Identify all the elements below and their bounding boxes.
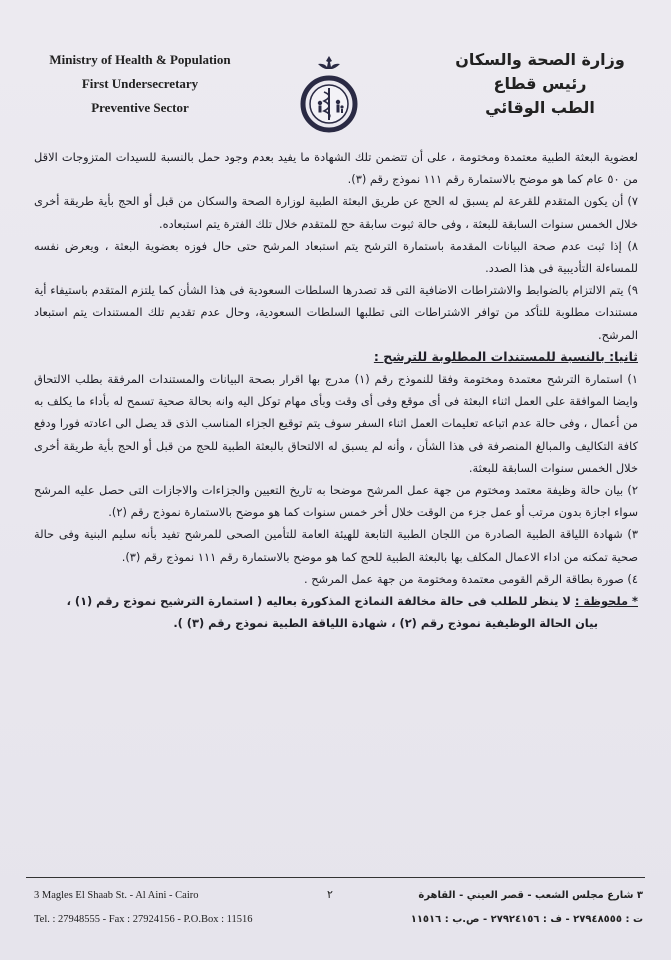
condition-item-7: ٧) أن يكون المتقدم للقرعة لم يسبق له الحج عن طريق البعثة الطبية لوزارة الصحة والسكان من قبل أو الحج بأية طريقة أخرى خلال الخمس سنوات السابقة للبعثة ، وفى حالة ثبوت سابقة حج للمتقدم خلال تلك الفترة يتم استبعاده. [34, 194, 638, 231]
ministry-name-en: Ministry of Health & Population [49, 52, 231, 67]
sector-head-ar: رئيس قطاع [493, 74, 587, 93]
ministry-logo [296, 54, 362, 134]
undersecretary-en: First Undersecretary [81, 76, 199, 91]
sector-name-en: Preventive Sector [91, 100, 189, 115]
note-continuation: بيان الحالة الوظيفية نموذج رقم (٢) ، شهادة اللياقة الطبية نموذج رقم (٣) ). [173, 616, 598, 631]
document-item-3: ٣) شهادة اللياقة الطبية الصادرة من اللجان الطبية التابعة للهيئة العامة للتأمين الصحى للمرشح تفيد بأنه سليم البنية وفى حالة صحية تمكنه من اداء الاعمال المكلف بها بالبعثة الطبية للحج كما هو موضح بالاستمارة رقم ١١١ نموذج رقم (٣). [34, 527, 638, 564]
note-text: لا ينظر للطلب فى حالة مخالفة النماذج المذكورة بعاليه ( استمارة الترشيح نموذج رقم (١) ، [66, 594, 575, 609]
address-ar: ٣ شارع مجلس الشعب - قصر العيني - القاهرة [418, 890, 643, 901]
note-paragraph [34, 590, 638, 612]
header-arabic [435, 48, 645, 120]
ministry-name-ar: وزارة الصحة والسكان [455, 50, 625, 69]
document-body [34, 146, 638, 634]
sector-name-ar: الطب الوقائي [485, 98, 595, 117]
header-english [30, 48, 250, 120]
contact-en: Tel. : 27948555 - Fax : 27924156 - P.O.Box : 11516 [34, 914, 253, 925]
document-item-2: ٢) بيان حالة وظيفة معتمد ومختوم من جهة عمل المرشح موضحا به تاريخ التعيين والجزاءات والاجازات التى حصل عليه المرشح سواء اجازة بدون مرتب أو عمل جزء من الوقت خلال أخر خمس سنوات كما هو موضح بالاستمارة نموذج رقم (٢). [34, 483, 638, 520]
page-number: ٢ [327, 888, 333, 901]
footer-english [34, 884, 314, 932]
footer-arabic [343, 884, 643, 932]
condition-item-8: ٨) إذا ثبت عدم صحة البيانات المقدمة باستمارة الترشح يتم استبعاد المرشح حتى حال فوزه بعضوية البعثة ، ويعرض نفسه للمساءلة التأديبية فى هذا الصدد. [34, 238, 638, 276]
document-item-1: ١) استمارة الترشح معتمدة ومختومة وفقا للنموذج رقم (١) مدرج بها اقرار بصحة البيانات والمستندات المرفقة بطلب الالتحاق وايضا الموافقة على العمل اثناء البعثة فى أى موقع وفى أى وقت وبأى مهام توكل اليه وانه بحالة صحية تسمح له بأداء ما يكلف به من أعمال ، وفى حالة عدم اتباعه تعليمات العمل اثناء السفر سوف يتم توقيع الجزاء المناسب الذى قد يصل الى اعادته فورا ودفع كافة التكاليف والمبالغ المنصرفة فى هذا الشأن ، وأنه لم يسبق له الالتحاق بالبعثة الطبية للحج من قبل أو الحج بأية طريقة أخرى خلال الخمس سنوات السابقة للبعثة. [34, 372, 638, 475]
contact-ar: ت : ٢٧٩٤٨٥٥٥ - ف : ٢٧٩٢٤١٥٦ - ص.ب : ١١٥١٦ [410, 914, 643, 925]
note-label: * ملحوظة : [574, 594, 638, 609]
condition-item-9: ٩) يتم الالتزام بالضوابط والاشتراطات الاضافية التى قد تصدرها السلطات السعودية فى هذا الشأن كما يلتزم المتقدم باستيفاء أية مستندات مطلوبة للتأكد من توافر الاشتراطات التى تطلبها السلطات السعودية، وحال عدم تقديم تلك المستندات يتم استبعاد المرشح. [34, 283, 638, 342]
address-en: 3 Magles El Shaab St. - Al Aini - Cairo [34, 890, 199, 901]
section-heading-documents: ثانيا: بالنسبة للمستندات المطلوبة للترشح : [373, 348, 638, 364]
document-item-4: ٤) صورة بطاقة الرقم القومى معتمدة ومختومة من جهة عمل المرشح . [303, 571, 638, 586]
paragraph-intro: لعضوية البعثة الطبية معتمدة ومختومة ، على أن تتضمن تلك الشهادة ما يفيد بعدم وجود حمل بالنسبة للسيدات المتزوجات الاقل من ٥٠ عام كما هو موضح بالاستمارة رقم ١١١ نموذج رقم (٣). [34, 150, 638, 187]
footer-divider [26, 877, 645, 878]
